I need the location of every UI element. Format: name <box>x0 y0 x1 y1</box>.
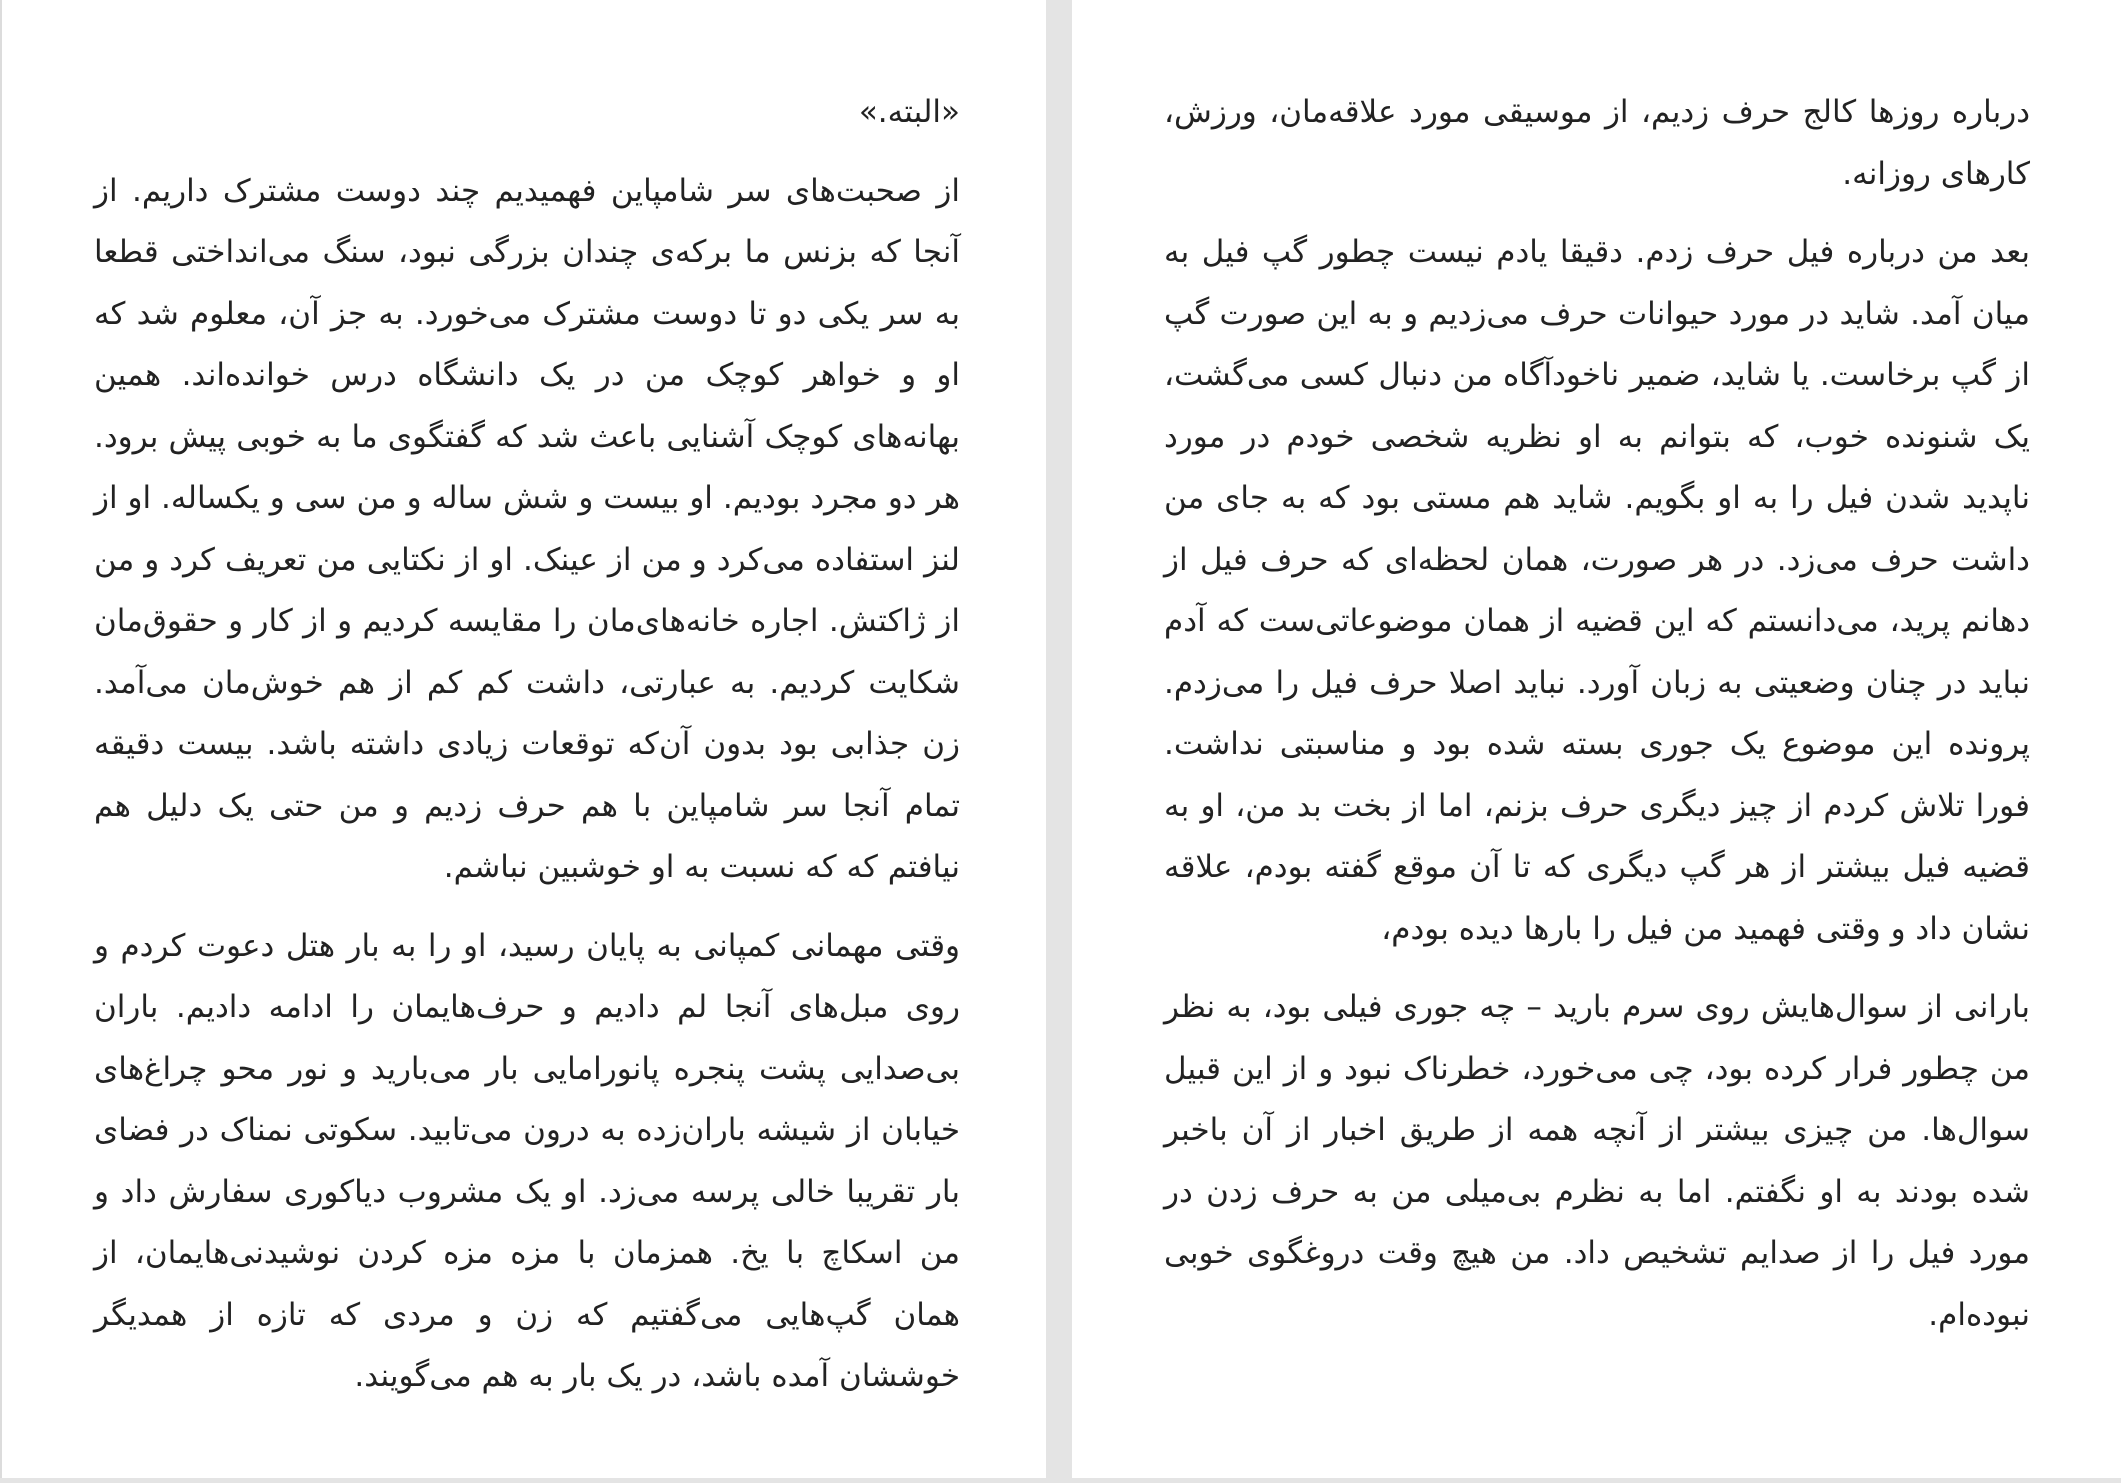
right-page[interactable] <box>1072 0 2121 1478</box>
left-page-text <box>94 82 960 1425</box>
left-page[interactable] <box>0 0 1046 1478</box>
paragraph: «البته.» <box>858 94 960 130</box>
paragraph: بارانی از سوال‌هایش روی سرم بارید – چه جوری فیلی بود، به نظر من چطور فرار کرده بود، چی می‌خورد، خطرناک نبود و از این قبیل سوال‌ها. من چیزی بیشتر از آنچه همه از طریق اخبار از آن باخبر شده بودند به او نگفتم. اما به نظرم بی‌میلی من به حرف زدن در مورد فیل را از صدایم تشخیص داد. من هیچ وقت دروغگوی خوبی نبوده‌ام. <box>1164 989 2030 1333</box>
paragraph: وقتی مهمانی کمپانی به پایان رسید، او را به بار هتل دعوت کردم و روی مبل‌های آنجا لم دادیم و حرف‌هایمان را ادامه دادیم. باران بی‌صدایی پشت پنجره پانورامایی بار می‌بارید و نور محو چراغ‌های خیابان از شیشه باران‌زده به درون می‌تابید. سکوتی نمناک در فضای بار تقریبا خالی پرسه می‌زد. او یک مشروب دیاکوری سفارش داد و من اسکاچ با یخ. همزمان با مزه مزه کردن نوشیدنی‌هایمان، از همان گپ‌هایی می‌گفتیم که زن و مردی که تازه از همدیگر خوششان آمده باشد، در یک بار به هم می‌گویند. <box>94 927 960 1394</box>
paragraph: بعد من درباره فیل حرف زدم. دقیقا یادم نیست چطور گپ فیل به میان آمد. شاید در مورد حیوانات حرف می‌زدیم و به این صورت گپ از گپ برخاست. یا شاید، ضمیر ناخودآگاه من دنبال کسی می‌گشت، یک شنونده خوب، که بتوانم به او نظریه شخصی خودم در مورد ناپدید شدن فیل را به او بگویم. شاید هم مستی بود که به جای من داشت حرف می‌زد. در هر صورت، همان لحظه‌ای که حرف فیل از دهانم پرید، می‌دانستم که این قضیه از همان موضوعاتی‌ست که آدم نباید در چنان وضعیتی به زبان آورد. نباید اصلا حرف فیل را می‌زدم. پرونده این موضوع یک جوری بسته شده بود و مناسبتی نداشت. فورا تلاش کردم از چیز دیگری حرف بزنم، اما از بخت بد من، او به قضیه فیل بیشتر از هر گپ دیگری که تا آن موقع گفته بودم، علاقه نشان داد و وقتی فهمید من فیل را بارها دیده بودم، <box>1164 234 2030 947</box>
paragraph: درباره روزها کالج حرف زدیم، از موسیقی مورد علاقه‌مان، ورزش، کارهای روزانه. <box>1164 94 2030 192</box>
right-page-text <box>1164 82 2030 1363</box>
paragraph: از صحبت‌های سر شامپاین فهمیدیم چند دوست مشترک داریم. از آنجا که بزنس ما برکه‌ی چندان بزرگی نبود، سنگ می‌انداختی قطعا به سر یکی دو تا دوست مشترک می‌خورد. به جز آن، معلوم شد که او و خواهر کوچک من در یک دانشگاه درس خوانده‌اند. همین بهانه‌های کوچک آشنایی باعث شد که گفتگوی ما به خوبی پیش برود. هر دو مجرد بودیم. او بیست و شش ساله و من سی و یکساله. او از لنز استفاده می‌کرد و من از عینک. او از نکتایی من تعریف کرد و من از ژاکتش. اجاره خانه‌های‌مان را مقایسه کردیم و از کار و حقوق‌مان شکایت کردیم. به عبارتی، داشت کم کم از هم خوش‌مان می‌آمد. زن جذابی بود بدون آن‌که توقعات زیادی داشته باشد. بیست دقیقه تمام آنجا سر شامپاین با هم حرف زدیم و من حتی یک دلیل هم نیافتم که که نسبت به او خوشبین نباشم. <box>94 172 960 885</box>
